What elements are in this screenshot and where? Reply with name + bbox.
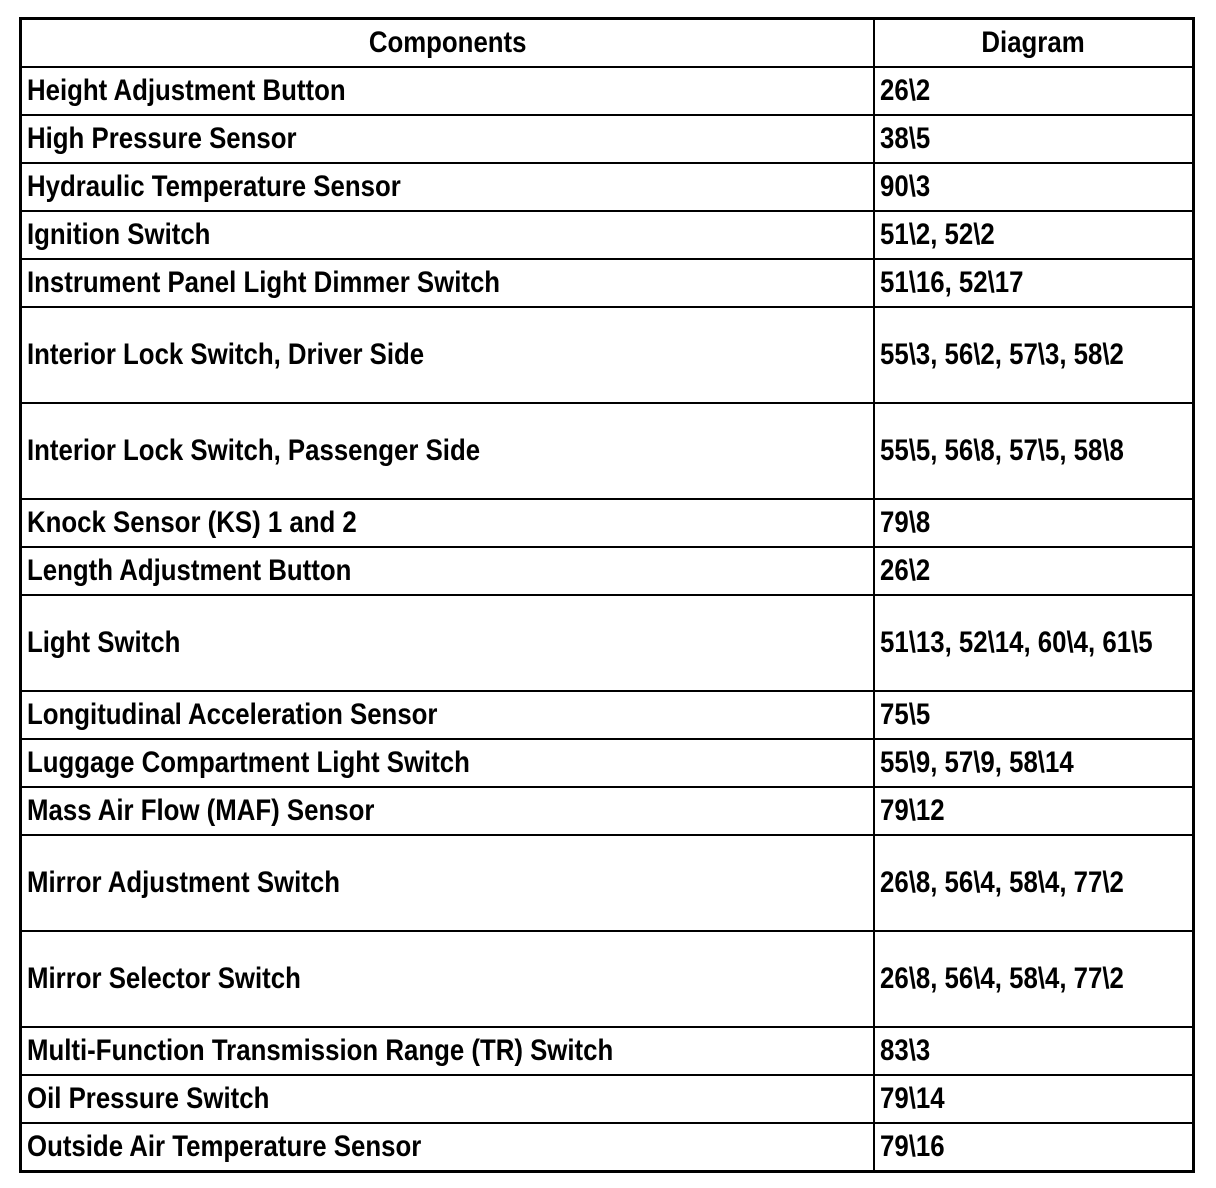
diagram-ref: 26\2 [879, 74, 930, 107]
table-row [21, 259, 1194, 307]
table-row [21, 691, 1194, 739]
component-name: Outside Air Temperature Sensor [27, 1130, 422, 1163]
component-name: Luggage Compartment Light Switch [27, 746, 470, 779]
table-row [21, 163, 1194, 211]
header-components: Components [21, 19, 874, 68]
component-name: Height Adjustment Button [27, 74, 346, 107]
diagram-ref: 26\8, 56\4, 58\4, 77\2 [879, 962, 1124, 995]
diagram-ref-cell [874, 115, 1194, 163]
diagram-ref-cell [874, 931, 1194, 1027]
table-row [21, 499, 1194, 547]
component-name: Mirror Selector Switch [27, 962, 301, 995]
diagram-ref: 79\8 [879, 506, 930, 539]
diagram-ref-cell [874, 259, 1194, 307]
table-row [21, 835, 1194, 931]
header-row [21, 19, 1194, 68]
component-name-cell [21, 547, 874, 595]
component-name-cell [21, 115, 874, 163]
diagram-ref: 38\5 [879, 122, 930, 155]
diagram-ref: 55\3, 56\2, 57\3, 58\2 [879, 338, 1124, 371]
table-row [21, 307, 1194, 403]
component-name-cell [21, 595, 874, 691]
diagram-ref: 51\2, 52\2 [879, 218, 995, 251]
diagram-ref-cell [874, 1075, 1194, 1123]
table-body [21, 67, 1194, 1172]
table-row [21, 931, 1194, 1027]
component-name-cell [21, 403, 874, 499]
table-row [21, 1027, 1194, 1075]
diagram-ref: 79\12 [879, 794, 945, 827]
diagram-ref: 51\16, 52\17 [879, 266, 1023, 299]
diagram-ref-cell [874, 739, 1194, 787]
table-row [21, 1075, 1194, 1123]
diagram-ref-cell [874, 211, 1194, 259]
diagram-ref-cell [874, 1123, 1194, 1172]
diagram-ref: 55\9, 57\9, 58\14 [879, 746, 1074, 779]
component-name: Multi-Function Transmission Range (TR) Switch [27, 1034, 614, 1067]
component-name-cell [21, 211, 874, 259]
table-row [21, 595, 1194, 691]
diagram-ref: 79\14 [879, 1082, 945, 1115]
component-name: Interior Lock Switch, Driver Side [27, 338, 425, 371]
component-name: High Pressure Sensor [27, 122, 297, 155]
component-name-cell [21, 67, 874, 115]
component-name-cell [21, 1027, 874, 1075]
component-name: Longitudinal Acceleration Sensor [27, 698, 438, 731]
diagram-ref-cell [874, 547, 1194, 595]
table-row [21, 739, 1194, 787]
diagram-ref-cell [874, 691, 1194, 739]
diagram-ref-cell [874, 1027, 1194, 1075]
component-name-cell [21, 739, 874, 787]
diagram-ref-cell [874, 67, 1194, 115]
component-name: Hydraulic Temperature Sensor [27, 170, 401, 203]
diagram-ref-cell [874, 835, 1194, 931]
component-name-cell [21, 259, 874, 307]
component-name-cell [21, 1123, 874, 1172]
diagram-ref: 26\2 [879, 554, 930, 587]
components-table [19, 17, 1195, 1173]
diagram-ref-cell [874, 499, 1194, 547]
component-name-cell [21, 931, 874, 1027]
table-row [21, 67, 1194, 115]
component-name: Light Switch [27, 626, 181, 659]
diagram-ref-cell [874, 595, 1194, 691]
component-name: Knock Sensor (KS) 1 and 2 [27, 506, 357, 539]
component-name-cell [21, 163, 874, 211]
component-name: Mass Air Flow (MAF) Sensor [27, 794, 375, 827]
diagram-ref-cell [874, 307, 1194, 403]
diagram-ref-cell [874, 163, 1194, 211]
component-name: Ignition Switch [27, 218, 211, 251]
table-row [21, 211, 1194, 259]
component-name-cell [21, 499, 874, 547]
diagram-ref: 55\5, 56\8, 57\5, 58\8 [879, 434, 1124, 467]
table-row [21, 403, 1194, 499]
diagram-ref: 75\5 [879, 698, 930, 731]
table-row [21, 787, 1194, 835]
diagram-ref: 79\16 [879, 1130, 945, 1163]
header-diagram: Diagram [874, 19, 1194, 68]
diagram-ref: 51\13, 52\14, 60\4, 61\5 [879, 626, 1153, 659]
component-name-cell [21, 307, 874, 403]
component-name-cell [21, 787, 874, 835]
diagram-ref: 26\8, 56\4, 58\4, 77\2 [879, 866, 1124, 899]
diagram-ref: 83\3 [879, 1034, 930, 1067]
component-name: Oil Pressure Switch [27, 1082, 270, 1115]
component-name: Length Adjustment Button [27, 554, 352, 587]
table-row [21, 115, 1194, 163]
component-name-cell [21, 835, 874, 931]
component-name: Mirror Adjustment Switch [27, 866, 340, 899]
diagram-ref-cell [874, 787, 1194, 835]
table-row [21, 1123, 1194, 1172]
component-name-cell [21, 1075, 874, 1123]
component-name: Instrument Panel Light Dimmer Switch [27, 266, 501, 299]
diagram-ref: 90\3 [879, 170, 930, 203]
component-name: Interior Lock Switch, Passenger Side [27, 434, 481, 467]
table-row [21, 547, 1194, 595]
diagram-ref-cell [874, 403, 1194, 499]
component-name-cell [21, 691, 874, 739]
